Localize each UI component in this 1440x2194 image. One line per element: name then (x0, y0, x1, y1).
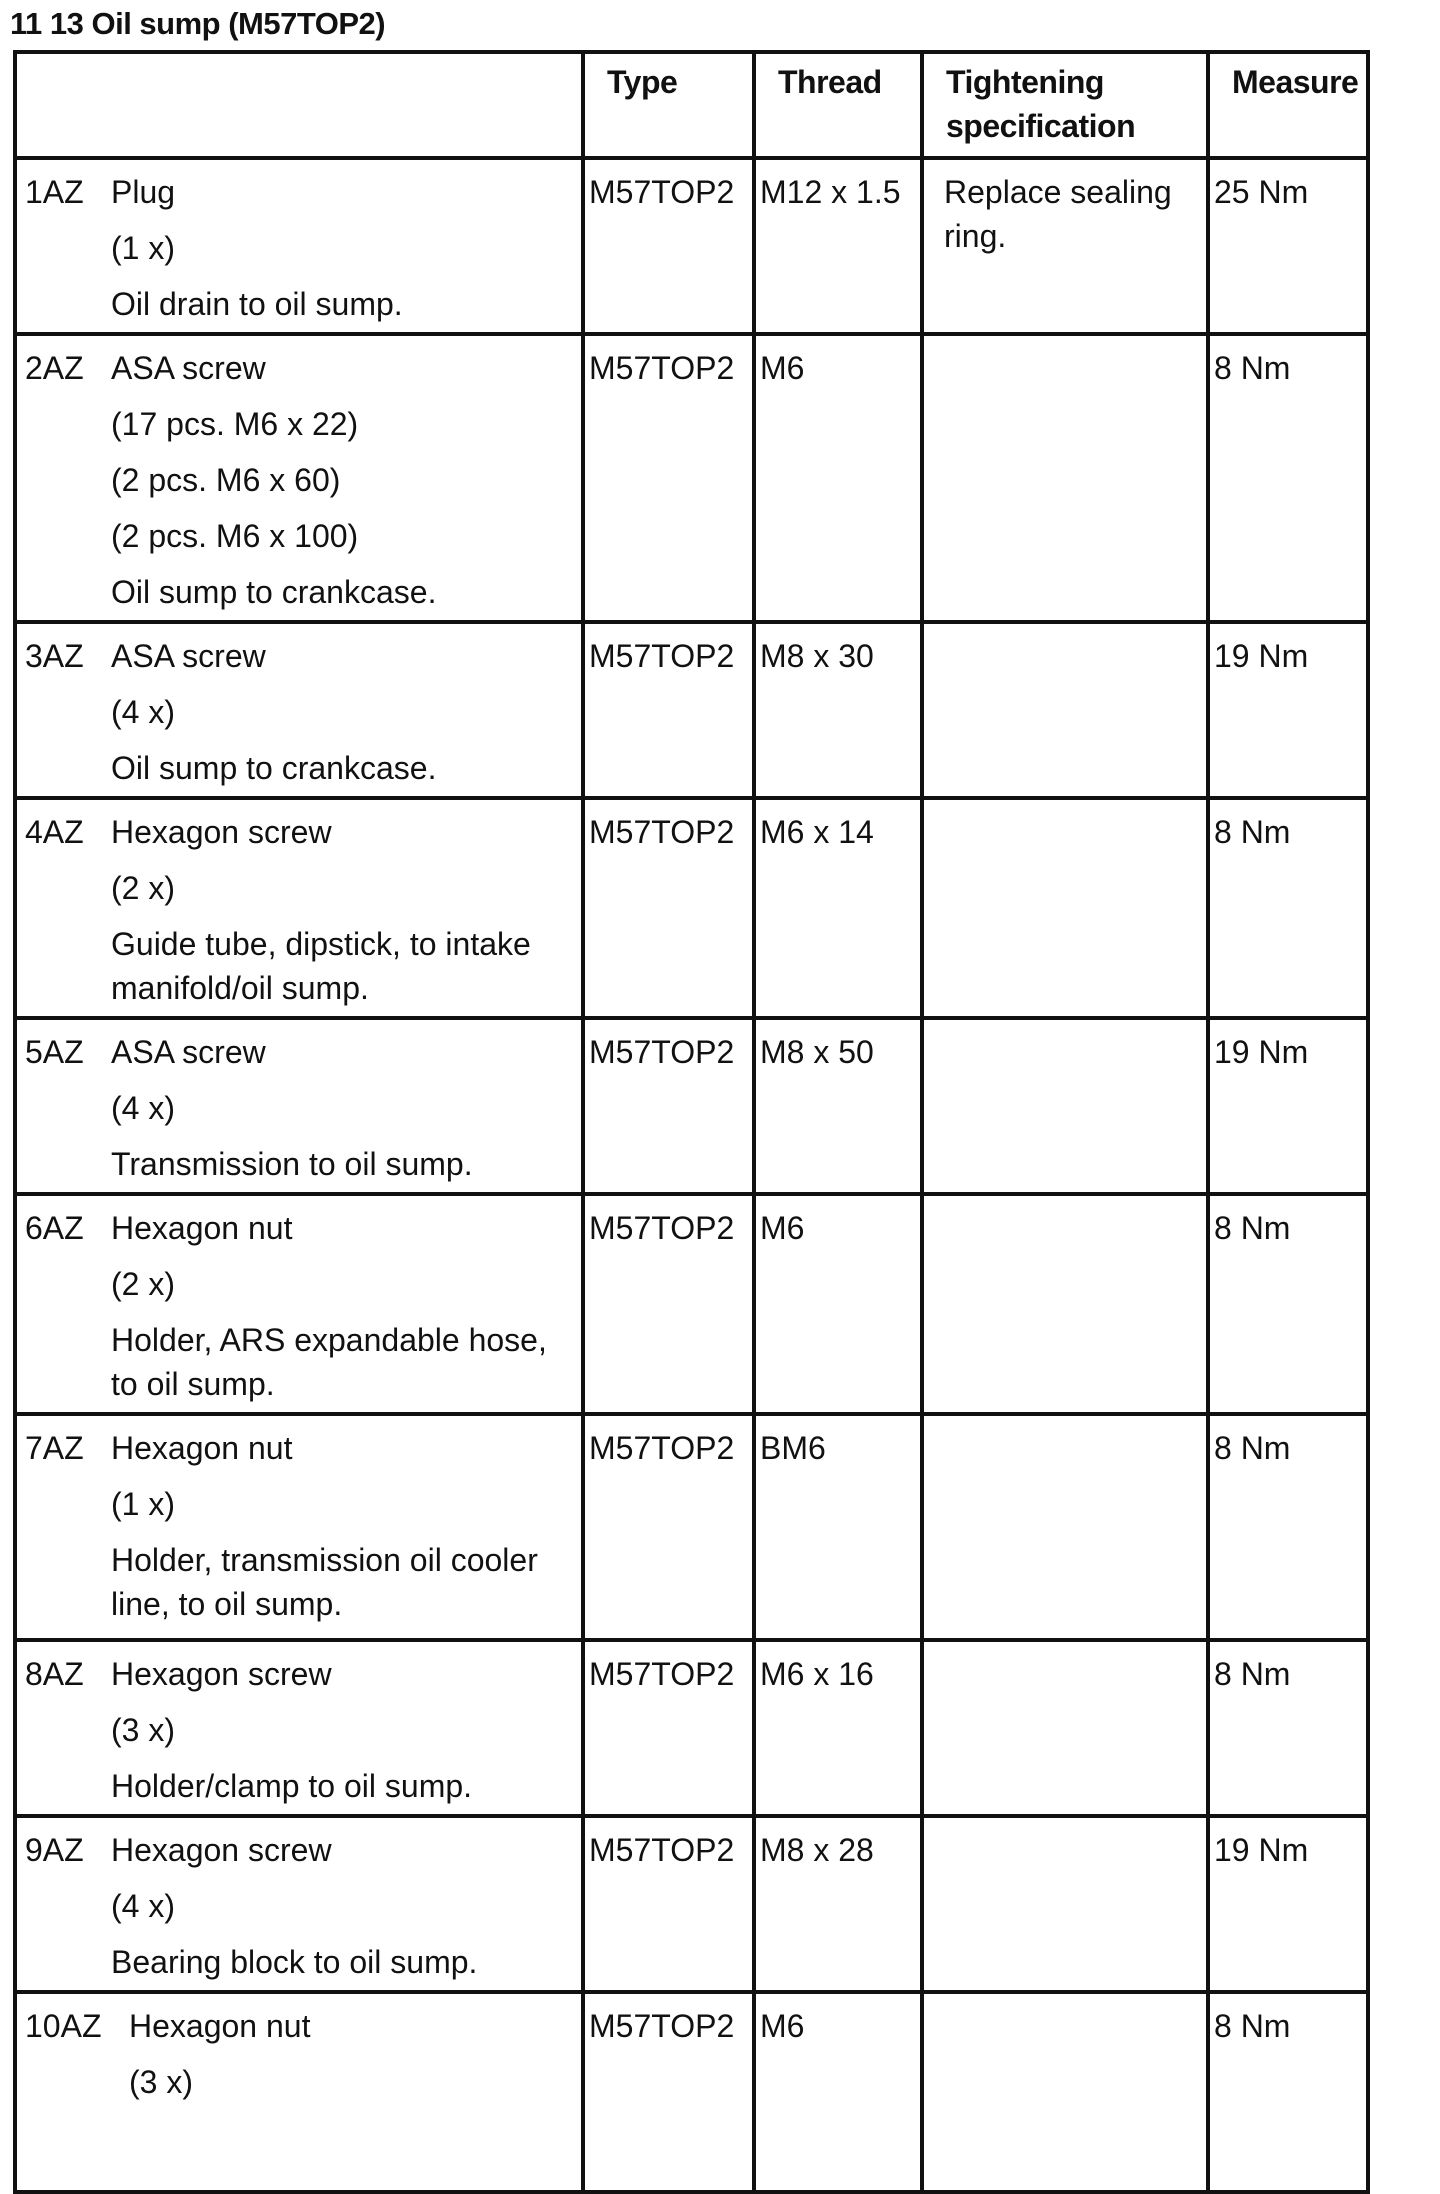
item-code: 1AZ (25, 174, 84, 210)
item-quantity: (3 x) (129, 2064, 193, 2100)
table-row (15, 1194, 1368, 1414)
item-cell (15, 798, 583, 1018)
item-quantity: (2 x) (111, 870, 175, 906)
table-row (15, 334, 1368, 622)
thread-cell: M6 x 16 (754, 1640, 922, 1816)
torque-spec-table (13, 50, 1370, 2194)
table-row (15, 1414, 1368, 1640)
item-cell (15, 1816, 583, 1992)
item-description: Holder, transmission oil cooler line, to oil sump. (111, 1542, 538, 1622)
header-measure: Measure (1208, 52, 1368, 158)
item-quantity: (1 x) (111, 1486, 175, 1522)
table-row (15, 798, 1368, 1018)
thread-cell: BM6 (754, 1414, 922, 1640)
spec-cell (922, 1816, 1208, 1992)
item-code: 2AZ (25, 350, 84, 386)
item-quantity: (4 x) (111, 694, 175, 730)
item-code: 10AZ (25, 2008, 102, 2044)
item-code: 6AZ (25, 1210, 84, 1246)
spec-cell (922, 1414, 1208, 1640)
item-cell (15, 1018, 583, 1194)
item-quantity: (2 x) (111, 1266, 175, 1302)
table-row (15, 1816, 1368, 1992)
item-cell (15, 622, 583, 798)
item-description: Bearing block to oil sump. (111, 1944, 478, 1980)
item-quantity: (2 pcs. M6 x 100) (111, 518, 359, 554)
thread-cell: M8 x 28 (754, 1816, 922, 1992)
item-name: Hexagon screw (111, 1832, 332, 1868)
item-cell (15, 1194, 583, 1414)
spec-cell (922, 334, 1208, 622)
item-quantity: (1 x) (111, 230, 175, 266)
item-code: 8AZ (25, 1656, 84, 1692)
item-code: 4AZ (25, 814, 84, 850)
thread-cell: M6 (754, 1992, 922, 2192)
spec-cell (922, 1640, 1208, 1816)
table-header-row (15, 52, 1368, 158)
table-body (15, 158, 1368, 2192)
item-description: Oil drain to oil sump. (111, 286, 403, 322)
item-name: Hexagon nut (129, 2008, 311, 2044)
table-row (15, 1640, 1368, 1816)
item-description: Oil sump to crankcase. (111, 574, 437, 610)
item-name: Hexagon screw (111, 1656, 332, 1692)
type-cell: M57TOP2 (583, 1018, 754, 1194)
spec-cell (922, 798, 1208, 1018)
spec-cell (922, 1194, 1208, 1414)
header-type: Type (583, 52, 754, 158)
spec-cell: Replace sealing ring. (922, 158, 1208, 334)
spec-cell (922, 1992, 1208, 2192)
measure-cell: 8 Nm (1208, 1640, 1368, 1816)
item-name: Hexagon nut (111, 1210, 293, 1246)
item-name: ASA screw (111, 638, 266, 674)
header-thread: Thread (754, 52, 922, 158)
type-cell: M57TOP2 (583, 1414, 754, 1640)
item-name: ASA screw (111, 1034, 266, 1070)
thread-cell: M6 (754, 1194, 922, 1414)
table-row (15, 158, 1368, 334)
item-name: Plug (111, 174, 176, 210)
measure-cell: 8 Nm (1208, 334, 1368, 622)
item-cell (15, 1992, 583, 2192)
item-name: Hexagon screw (111, 814, 332, 850)
item-quantity: (3 x) (111, 1712, 175, 1748)
header-spec: Tightening specification (922, 52, 1208, 158)
thread-cell: M12 x 1.5 (754, 158, 922, 334)
item-cell (15, 1640, 583, 1816)
type-cell: M57TOP2 (583, 622, 754, 798)
type-cell: M57TOP2 (583, 334, 754, 622)
item-name: ASA screw (111, 350, 266, 386)
table-row (15, 622, 1368, 798)
measure-cell: 8 Nm (1208, 1414, 1368, 1640)
item-quantity: (2 pcs. M6 x 60) (111, 462, 341, 498)
item-description: Holder, ARS expandable hose, to oil sump. (111, 1322, 547, 1402)
type-cell: M57TOP2 (583, 1194, 754, 1414)
item-description: Guide tube, dipstick, to intake manifold/oil sump. (111, 926, 531, 1006)
spec-cell (922, 1018, 1208, 1194)
item-quantity: (4 x) (111, 1888, 175, 1924)
item-name: Hexagon nut (111, 1430, 293, 1466)
measure-cell: 8 Nm (1208, 1992, 1368, 2192)
item-description: Transmission to oil sump. (111, 1146, 473, 1182)
measure-cell: 25 Nm (1208, 158, 1368, 334)
thread-cell: M6 (754, 334, 922, 622)
type-cell: M57TOP2 (583, 158, 754, 334)
thread-cell: M6 x 14 (754, 798, 922, 1018)
item-description: Holder/clamp to oil sump. (111, 1768, 473, 1804)
item-code: 9AZ (25, 1832, 84, 1868)
measure-cell: 8 Nm (1208, 1194, 1368, 1414)
item-cell (15, 158, 583, 334)
item-cell (15, 334, 583, 622)
type-cell: M57TOP2 (583, 1816, 754, 1992)
header-item (15, 52, 583, 158)
type-cell: M57TOP2 (583, 1640, 754, 1816)
type-cell: M57TOP2 (583, 1992, 754, 2192)
item-quantity: (4 x) (111, 1090, 175, 1126)
item-description: Oil sump to crankcase. (111, 750, 437, 786)
measure-cell: 19 Nm (1208, 1816, 1368, 1992)
type-cell: M57TOP2 (583, 798, 754, 1018)
page-title: 11 13 Oil sump (M57TOP2) (10, 6, 386, 41)
item-code: 7AZ (25, 1430, 84, 1466)
table-row (15, 1992, 1368, 2192)
thread-cell: M8 x 30 (754, 622, 922, 798)
measure-cell: 19 Nm (1208, 622, 1368, 798)
item-code: 5AZ (25, 1034, 84, 1070)
item-quantity: (17 pcs. M6 x 22) (111, 406, 359, 442)
spec-cell (922, 622, 1208, 798)
thread-cell: M8 x 50 (754, 1018, 922, 1194)
table-row (15, 1018, 1368, 1194)
item-code: 3AZ (25, 638, 84, 674)
measure-cell: 8 Nm (1208, 798, 1368, 1018)
measure-cell: 19 Nm (1208, 1018, 1368, 1194)
item-cell (15, 1414, 583, 1640)
